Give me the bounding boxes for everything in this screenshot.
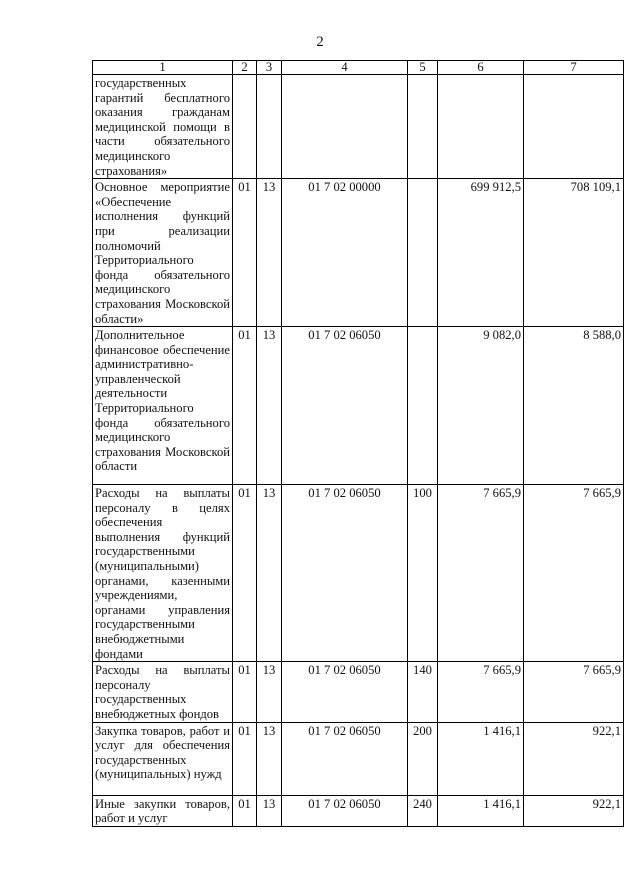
cell-name: Иные закупки товаров, работ и услуг [93, 795, 233, 826]
cell-col-4: 01 7 02 06050 [282, 662, 408, 722]
cell-col-7: 922,1 [524, 795, 624, 826]
table-row [93, 662, 624, 722]
cell-col-2: 01 [233, 795, 257, 826]
cell-col-4: 01 7 02 06050 [282, 795, 408, 826]
cell-col-3: 13 [257, 179, 282, 327]
cell-name: государственных гарантий бесплатного оказания гражданам медицинской помощи в части обязательного медицинского страхования» [93, 75, 233, 179]
cell-col-7 [524, 75, 624, 179]
cell-col-7: 7 665,9 [524, 485, 624, 662]
cell-col-5 [408, 179, 438, 327]
cell-col-2: 01 [233, 662, 257, 722]
header-col-7: 7 [524, 61, 624, 75]
cell-col-6: 1 416,1 [438, 722, 524, 795]
cell-col-5: 140 [408, 662, 438, 722]
budget-table [92, 60, 624, 827]
cell-col-4: 01 7 02 00000 [282, 179, 408, 327]
table-row [93, 795, 624, 826]
table-row [93, 327, 624, 485]
table-header-row [93, 61, 624, 75]
cell-col-7: 708 109,1 [524, 179, 624, 327]
cell-col-2: 01 [233, 485, 257, 662]
cell-col-4: 01 7 02 06050 [282, 722, 408, 795]
cell-col-6: 7 665,9 [438, 662, 524, 722]
header-col-2: 2 [233, 61, 257, 75]
cell-col-6: 1 416,1 [438, 795, 524, 826]
cell-col-6: 7 665,9 [438, 485, 524, 662]
cell-col-3: 13 [257, 662, 282, 722]
cell-name: Расходы на выплаты персоналу в целях обеспечения выполнения функций государственными (муниципальными) органами, казенными учреждениями, органами управления государственными внебюджетными фондами [93, 485, 233, 662]
cell-col-5: 200 [408, 722, 438, 795]
cell-col-4 [282, 75, 408, 179]
cell-col-7: 7 665,9 [524, 662, 624, 722]
cell-col-3 [257, 75, 282, 179]
cell-col-5 [408, 327, 438, 485]
table-row [93, 485, 624, 662]
header-col-5: 5 [408, 61, 438, 75]
cell-col-5: 100 [408, 485, 438, 662]
cell-col-7: 922,1 [524, 722, 624, 795]
cell-col-6: 9 082,0 [438, 327, 524, 485]
cell-name: Дополнительное финансовое обеспечение административно-управленческой деятельности Территориального фонда обязательного медицинского страхования Московской области [93, 327, 233, 485]
cell-col-6 [438, 75, 524, 179]
cell-col-2 [233, 75, 257, 179]
cell-name: Закупка товаров, работ и услуг для обеспечения государственных (муниципальных) нужд [93, 722, 233, 795]
cell-col-2: 01 [233, 327, 257, 485]
cell-col-2: 01 [233, 722, 257, 795]
cell-col-5 [408, 75, 438, 179]
header-col-3: 3 [257, 61, 282, 75]
cell-col-4: 01 7 02 06050 [282, 327, 408, 485]
table-row [93, 75, 624, 179]
cell-col-4: 01 7 02 06050 [282, 485, 408, 662]
cell-name: Основное мероприятие «Обеспечение исполнения функций при реализации полномочий Территориального фонда обязательного медицинского страхования Московской области» [93, 179, 233, 327]
page-number: 2 [316, 34, 324, 50]
cell-col-6: 699 912,5 [438, 179, 524, 327]
cell-col-2: 01 [233, 179, 257, 327]
cell-col-7: 8 588,0 [524, 327, 624, 485]
table-row [93, 179, 624, 327]
table-row [93, 722, 624, 795]
cell-name: Расходы на выплаты персоналу государственных внебюджетных фондов [93, 662, 233, 722]
cell-col-3: 13 [257, 485, 282, 662]
header-col-4: 4 [282, 61, 408, 75]
cell-col-3: 13 [257, 327, 282, 485]
cell-col-5: 240 [408, 795, 438, 826]
header-col-1: 1 [93, 61, 233, 75]
cell-col-3: 13 [257, 722, 282, 795]
header-col-6: 6 [438, 61, 524, 75]
cell-col-3: 13 [257, 795, 282, 826]
